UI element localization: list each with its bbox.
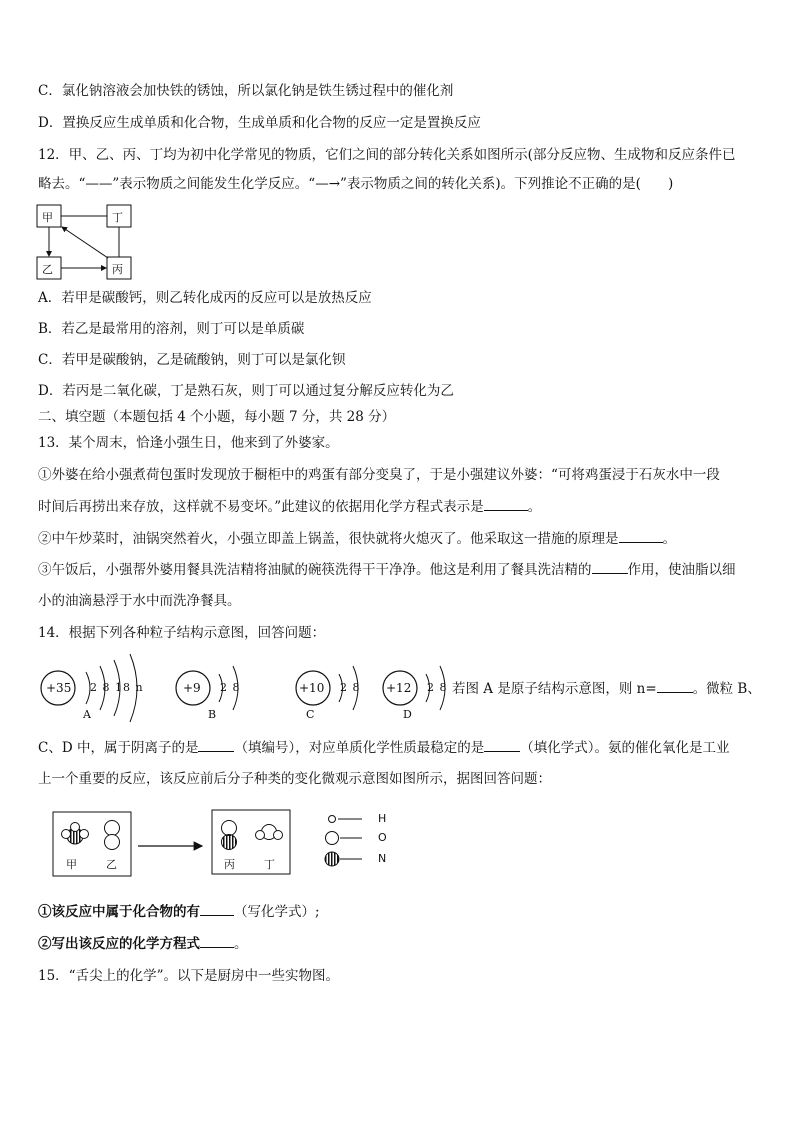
q12-relation-diagram — [36, 204, 136, 282]
q12-option-a: A．若甲是碳酸钙，则乙转化成丙的反应可以是放热反应 — [38, 290, 372, 306]
q13-answer-blank-2[interactable] — [619, 530, 663, 543]
q14-answer-blank-n[interactable] — [657, 680, 693, 693]
atom-b-nucleus: +9 — [183, 681, 201, 695]
legend-h-label: H — [378, 812, 387, 825]
reactant-label-yi: 乙 — [106, 858, 117, 871]
q13-part2-end: 。 — [662, 531, 676, 547]
q15-stem: 15．“舌尖上的化学”。以下是厨房中一些实物图。 — [38, 968, 339, 984]
q13-part1-text: 时间后再捞出来存放，这样就不易变坏。”此建议的依据用化学方程式表示是 — [38, 499, 484, 515]
molecule-h2o-h2 — [274, 831, 283, 840]
q14-answer-blank-anion[interactable] — [198, 739, 234, 752]
atom-c-nucleus: +10 — [299, 681, 325, 695]
label-jia: 甲 — [42, 211, 53, 224]
q14-answer-blank-equation[interactable] — [200, 935, 234, 948]
q14-sub2-end: 。 — [234, 936, 248, 952]
q14-after-a: 若图 A 是原子结构示意图，则 n= — [452, 681, 657, 697]
atom-c-shells: 2 8 — [340, 681, 361, 694]
q13-part3-end: 作用，使油脂以细 — [627, 562, 736, 578]
legend-o-label: O — [378, 831, 387, 844]
reactant-label-jia: 甲 — [66, 858, 77, 871]
product-label-ding: 丁 — [264, 858, 275, 871]
q14-stem: 14．根据下列各种粒子结构示意图，回答问题： — [38, 625, 326, 641]
molecule-no-o — [222, 821, 237, 836]
molecule-o2-o1 — [105, 821, 120, 836]
q14-sub1-text: ①该反应中属于化合物的有 — [38, 904, 200, 920]
label-bing: 丙 — [112, 263, 123, 276]
molecule-nh3-h2 — [80, 830, 89, 839]
q13-part1-line2 — [38, 498, 541, 516]
atom-d-nucleus: +12 — [386, 681, 412, 695]
legend-n-label: N — [378, 852, 387, 865]
q13-part1-line1: ①外婆在给小强煮荷包蛋时发现放于橱柜中的鸡蛋有部分变臭了，于是小强建议外婆：“可将鸡蛋浸于石灰水中一段 — [38, 467, 720, 483]
q13-part3-text: ③午饭后，小强帮外婆用餐具洗洁精将油腻的碗筷洗得干干净净。他这是利用了餐具洗洁精的 — [38, 562, 592, 578]
q14-after-atoms — [452, 680, 761, 698]
q13-part2 — [38, 530, 676, 548]
legend-h-circle — [329, 816, 336, 823]
q14-line3: 上一个重要的反应，该反应前后分子种类的变化微观示意图如图所示，据图回答问题： — [38, 771, 551, 787]
atom-c-label: C — [306, 708, 315, 721]
q11-option-c: C．氯化钠溶液会加快铁的锈蚀，所以氯化钠是铁生锈过程中的催化剂 — [38, 83, 454, 99]
atom-a-shells: 2 8 18 n — [90, 681, 144, 694]
q13-part2-text: ②中午炒菜时，油锅突然着火，小强立即盖上锅盖，很快就将火熄灭了。他采取这一措施的原理是 — [38, 531, 619, 547]
q13-part3-line1 — [38, 561, 736, 579]
q14-after-b: 。微粒 B、 — [692, 681, 761, 697]
atom-d-shells: 2 8 — [427, 681, 448, 694]
q13-stem: 13．某个周末，恰逢小强生日，他来到了外婆家。 — [38, 435, 339, 451]
q12-stem-line1: 12．甲、乙、丙、丁均为初中化学常见的物质，它们之间的部分转化关系如图所示(部分反应物、生成物和反应条件已 — [38, 147, 736, 163]
label-yi: 乙 — [42, 263, 53, 276]
molecule-o2-o2 — [105, 835, 120, 850]
atom-a-label: A — [83, 708, 91, 721]
q13-part3-line2: 小的油滴悬浮于水中而洗净餐具。 — [38, 593, 241, 609]
q14-line2-c: （填化学式）。氨的催化氧化是工业 — [520, 740, 730, 756]
molecule-nh3-h3 — [71, 823, 80, 832]
atom-d-label: D — [403, 708, 412, 721]
q13-answer-blank-1[interactable] — [484, 498, 528, 511]
q14-answer-blank-stable[interactable] — [484, 739, 520, 752]
q14-sub2 — [38, 935, 248, 953]
atom-b-label: B — [208, 708, 217, 721]
q12-option-d: D．若丙是二氧化碳，丁是熟石灰，则丁可以通过复分解反应转化为乙 — [38, 383, 454, 399]
q14-line2-b: （填编号），对应单质化学性质最稳定的是 — [234, 740, 485, 756]
q14-sub1-end: （写化学式）; — [234, 904, 320, 920]
q12-option-c: C．若甲是碳酸钠，乙是硫酸钠，则丁可以是氯化钡 — [38, 352, 346, 368]
atom-a-nucleus: +35 — [46, 681, 72, 695]
q12-stem-line2: 略去。“——”表示物质之间能发生化学反应。“—→”表示物质之间的转化关系)。下列推论不正确的是( ) — [38, 176, 674, 192]
q14-answer-blank-compound[interactable] — [200, 903, 234, 916]
legend-o-circle — [326, 832, 339, 845]
atom-b-shells: 2 8 — [220, 681, 241, 694]
q14-reaction-diagram — [52, 808, 412, 880]
q14-line2-a: C、D 中，属于阴离子的是 — [38, 740, 199, 756]
q13-answer-blank-3[interactable] — [592, 561, 628, 574]
arrow-bing-jia — [62, 227, 108, 258]
q14-sub1 — [38, 903, 320, 921]
molecule-no-n — [222, 835, 237, 850]
q14-sub2-text: ②写出该反应的化学方程式 — [38, 936, 200, 952]
product-label-bing: 丙 — [224, 858, 235, 871]
q11-option-d: D．置换反应生成单质和化合物，生成单质和化合物的反应一定是置换反应 — [38, 115, 481, 131]
q12-option-b: B．若乙是最常用的溶剂，则丁可以是单质碳 — [38, 321, 305, 337]
molecule-h2o-h1 — [256, 831, 265, 840]
legend-n-circle — [325, 852, 339, 866]
q14-atom-diagrams — [38, 652, 458, 724]
molecule-nh3-h1 — [62, 830, 71, 839]
section-heading: 二、填空题（本题包括 4 个小题，每小题 7 分，共 28 分） — [38, 409, 396, 425]
q14-line2 — [38, 739, 729, 757]
q13-part1-end: 。 — [527, 499, 542, 515]
label-ding: 丁 — [112, 211, 123, 224]
